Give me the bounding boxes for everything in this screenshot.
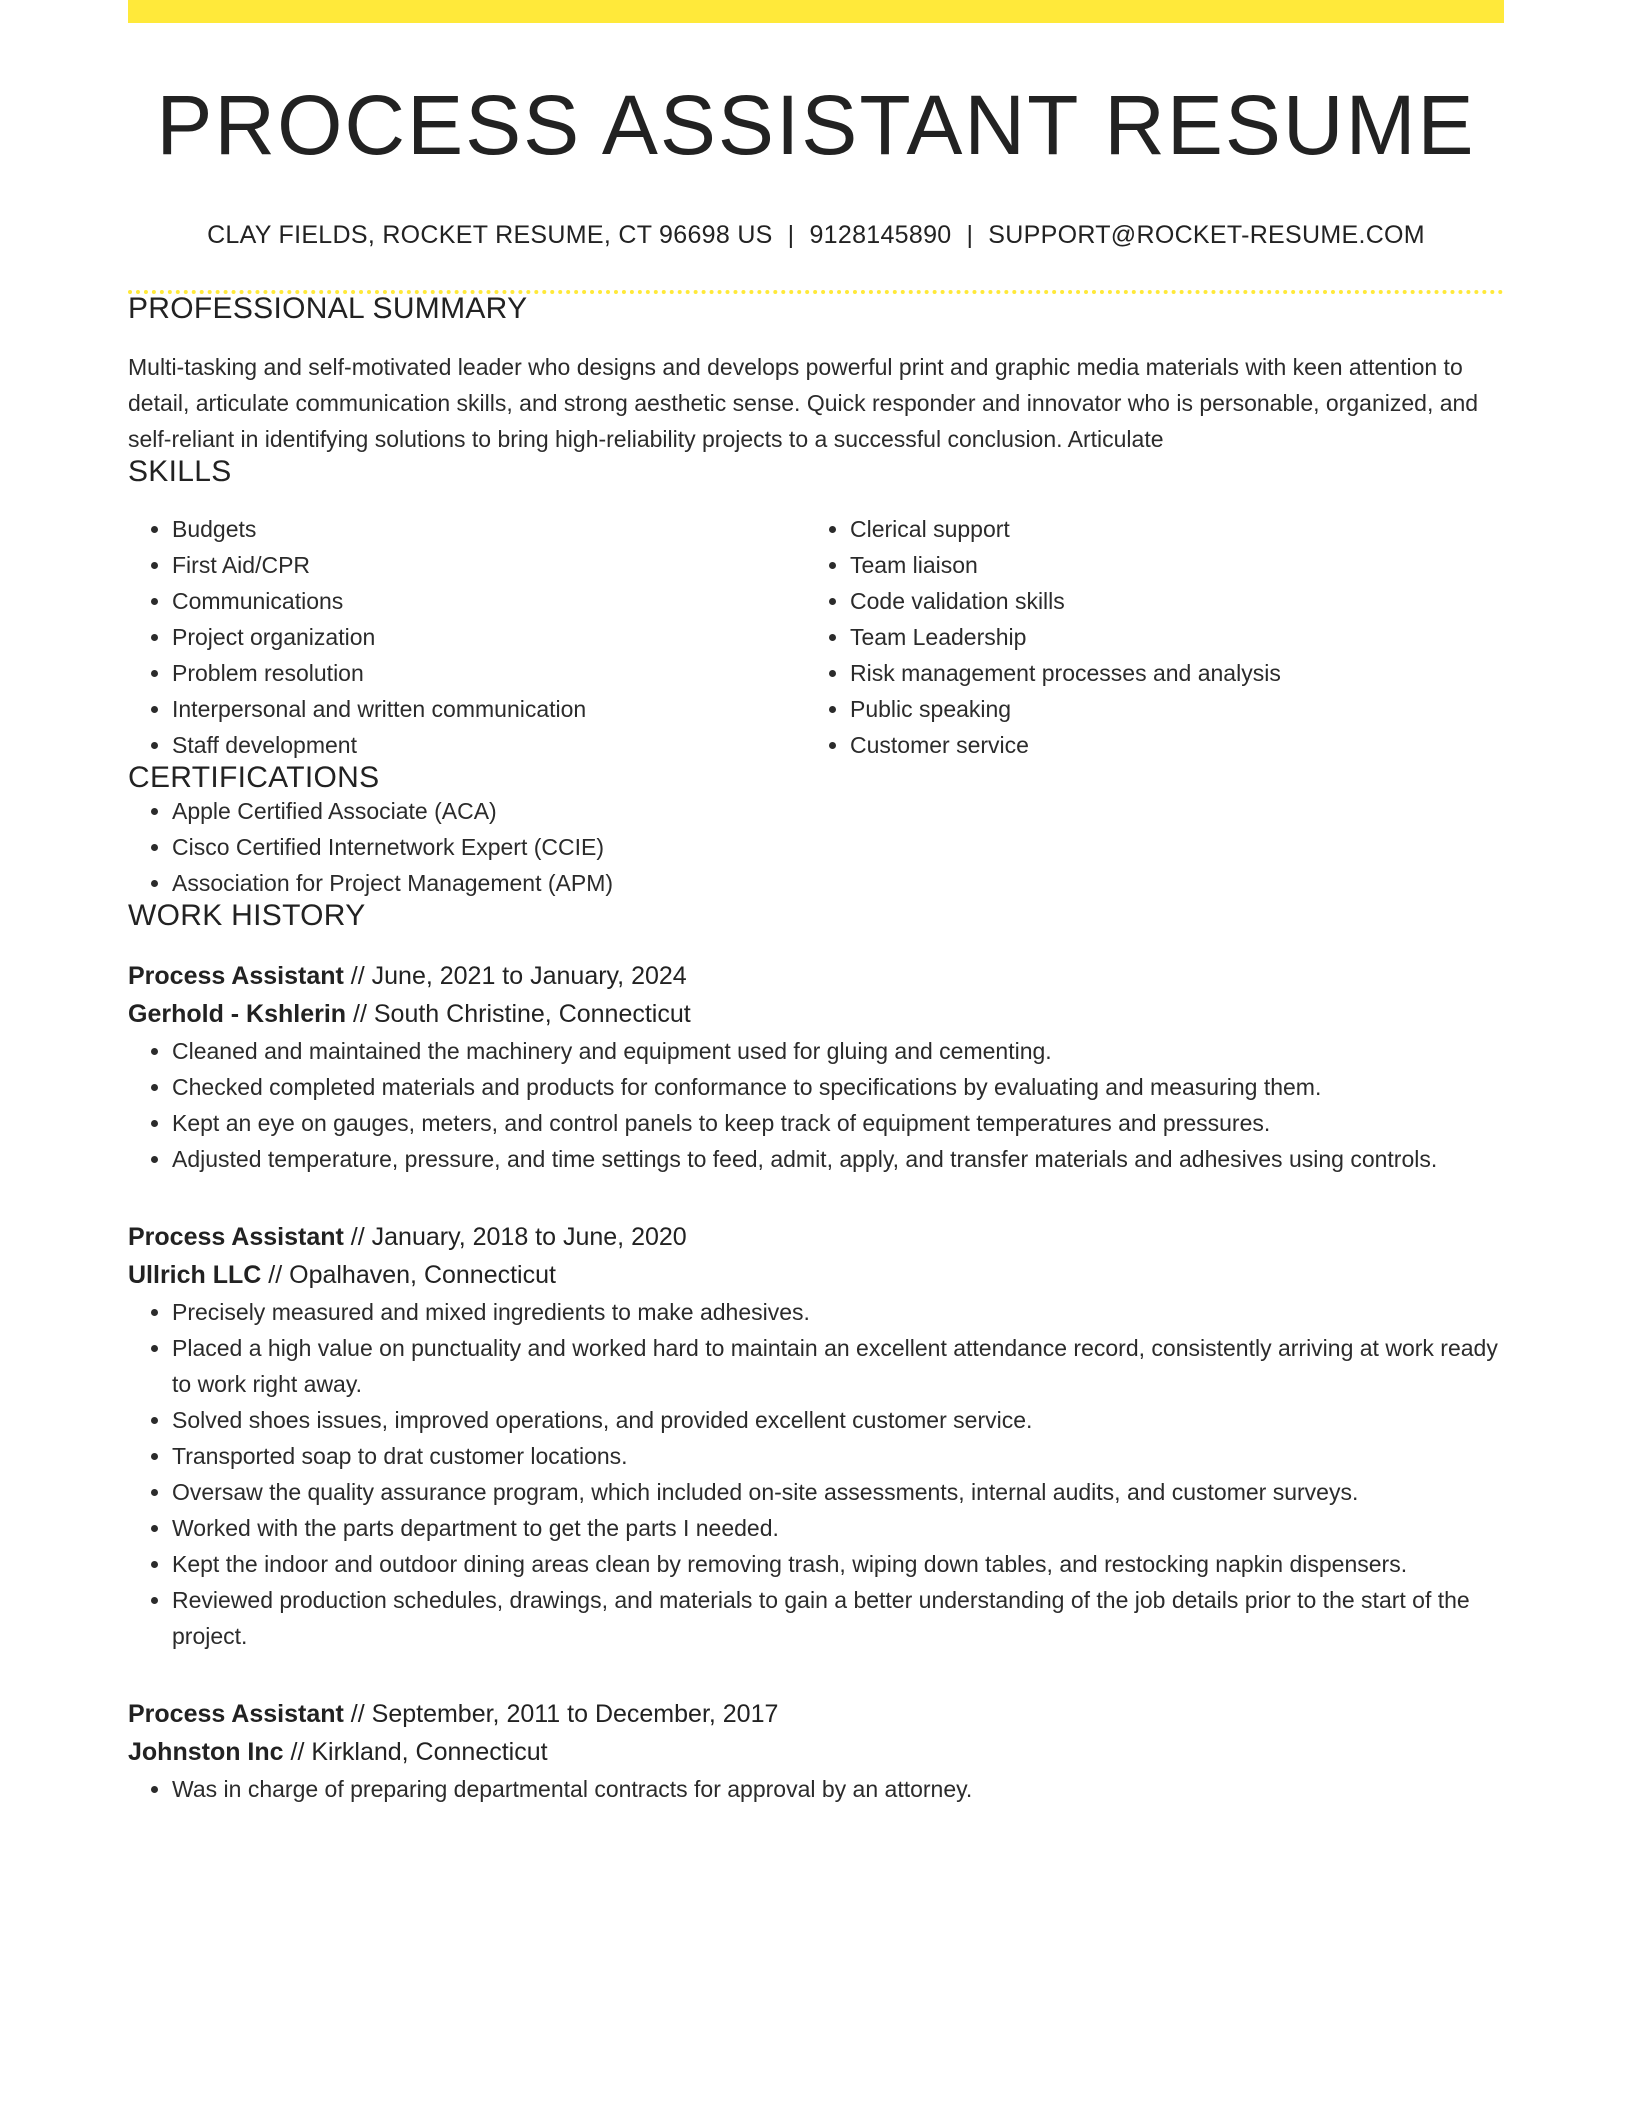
skill-item: • Communications xyxy=(172,583,806,619)
job-location: // Opalhaven, Connecticut xyxy=(261,1261,556,1289)
job-entry xyxy=(128,1218,1504,1654)
job-duties-list xyxy=(128,1771,1504,1807)
job-title: Process Assistant xyxy=(128,1700,344,1728)
job-dates: // January, 2018 to June, 2020 xyxy=(343,1223,687,1251)
contact-line xyxy=(128,221,1504,250)
contact-separator: | xyxy=(787,221,795,249)
job-location: // South Christine, Connecticut xyxy=(346,1000,691,1028)
job-duty: • Kept the indoor and outdoor dining areas clean by removing trash, wiping down tables, and restocking napkin dispensers. xyxy=(172,1546,1504,1582)
resume-content xyxy=(128,0,1504,1807)
certifications-heading: CERTIFICATIONS xyxy=(128,761,380,794)
job-duty: • Precisely measured and mixed ingredients to make adhesives. xyxy=(172,1294,1504,1330)
job-duty: • Adjusted temperature, pressure, and time settings to feed, admit, apply, and transfer materials and adhesives using controls. xyxy=(172,1141,1504,1177)
job-location: // Kirkland, Connecticut xyxy=(283,1738,548,1766)
job-duty: • Was in charge of preparing departmental contracts for approval by an attorney. xyxy=(172,1771,1504,1807)
skill-item: • Problem resolution xyxy=(172,655,806,691)
skills-column-left xyxy=(128,511,806,763)
skill-item: • Code validation skills xyxy=(850,583,1484,619)
job-duty: • Worked with the parts department to get the parts I needed. xyxy=(172,1510,1504,1546)
job-duty: • Oversaw the quality assurance program, which included on-site assessments, internal audits, and customer surveys. xyxy=(172,1474,1504,1510)
job-duty: • Transported soap to drat customer locations. xyxy=(172,1438,1504,1474)
contact-address: CLAY FIELDS, ROCKET RESUME, CT 96698 US xyxy=(207,221,773,249)
job-duty: • Cleaned and maintained the machinery and equipment used for gluing and cementing. xyxy=(172,1033,1504,1069)
job-title-line xyxy=(128,1218,1504,1256)
contact-phone: 9128145890 xyxy=(809,221,952,249)
skill-item: • Budgets xyxy=(172,511,806,547)
skill-item: • Project organization xyxy=(172,619,806,655)
skill-item: • First Aid/CPR xyxy=(172,547,806,583)
job-duties-list xyxy=(128,1033,1504,1177)
job-title: Process Assistant xyxy=(128,1223,344,1251)
job-dates: // June, 2021 to January, 2024 xyxy=(343,962,687,990)
certification-item: • Association for Project Management (APM) xyxy=(172,865,1504,901)
job-duties-list xyxy=(128,1294,1504,1654)
job-title-line xyxy=(128,957,1504,995)
skill-item: • Staff development xyxy=(172,727,806,763)
job-company: Gerhold - Kshlerin xyxy=(128,1000,347,1028)
job-title-line xyxy=(128,1695,1504,1733)
skills-grid xyxy=(128,511,1504,763)
job-entry xyxy=(128,957,1504,1177)
skill-item: • Public speaking xyxy=(850,691,1484,727)
contact-email: SUPPORT@ROCKET-RESUME.COM xyxy=(988,221,1425,249)
certification-item: • Cisco Certified Internetwork Expert (CCIE) xyxy=(172,829,1504,865)
job-company-line xyxy=(128,1256,1504,1294)
skills-heading: SKILLS xyxy=(128,455,232,488)
job-duty: • Placed a high value on punctuality and worked hard to maintain an excellent attendance record, consistently arriving at work ready to work right away. xyxy=(172,1330,1504,1402)
job-duty: • Reviewed production schedules, drawings, and materials to gain a better understanding of the job details prior to the start of the project. xyxy=(172,1582,1504,1654)
summary-text: Multi-tasking and self-motivated leader who designs and develops powerful print and graphic media materials with keen attention to detail, articulate communication skills, and strong aesthetic sense. Quick responder and innovator who is personable, organized, and self-reliant in identifying solutions to bring high-reliability projects to a successful conclusion. Articulate xyxy=(128,354,1479,452)
job-duty: • Checked completed materials and products for conformance to specifications by evaluating and measuring them. xyxy=(172,1069,1504,1105)
skill-item: • Team Leadership xyxy=(850,619,1484,655)
job-title: Process Assistant xyxy=(128,962,344,990)
contact-separator: | xyxy=(966,221,974,249)
job-company-line xyxy=(128,995,1504,1033)
skill-item: • Clerical support xyxy=(850,511,1484,547)
job-dates: // September, 2011 to December, 2017 xyxy=(343,1700,779,1728)
skills-list-left xyxy=(128,511,806,763)
skill-item: • Team liaison xyxy=(850,547,1484,583)
certifications-list xyxy=(128,793,1504,901)
work-history-heading: WORK HISTORY xyxy=(128,899,366,932)
job-duty: • Solved shoes issues, improved operations, and provided excellent customer service. xyxy=(172,1402,1504,1438)
resume-title: PROCESS ASSISTANT RESUME xyxy=(156,78,1476,172)
skill-item: • Risk management processes and analysis xyxy=(850,655,1484,691)
skills-list-right xyxy=(806,511,1484,763)
job-company-line xyxy=(128,1733,1504,1771)
certification-item: • Apple Certified Associate (ACA) xyxy=(172,793,1504,829)
accent-bar xyxy=(128,0,1504,23)
skill-item: • Interpersonal and written communication xyxy=(172,691,806,727)
job-company: Johnston Inc xyxy=(128,1738,284,1766)
job-company: Ullrich LLC xyxy=(128,1261,262,1289)
job-duty: • Kept an eye on gauges, meters, and control panels to keep track of equipment temperatures and pressures. xyxy=(172,1105,1504,1141)
job-entry xyxy=(128,1695,1504,1807)
skill-item: • Customer service xyxy=(850,727,1484,763)
summary-heading: PROFESSIONAL SUMMARY xyxy=(128,292,528,325)
skills-column-right xyxy=(806,511,1484,763)
